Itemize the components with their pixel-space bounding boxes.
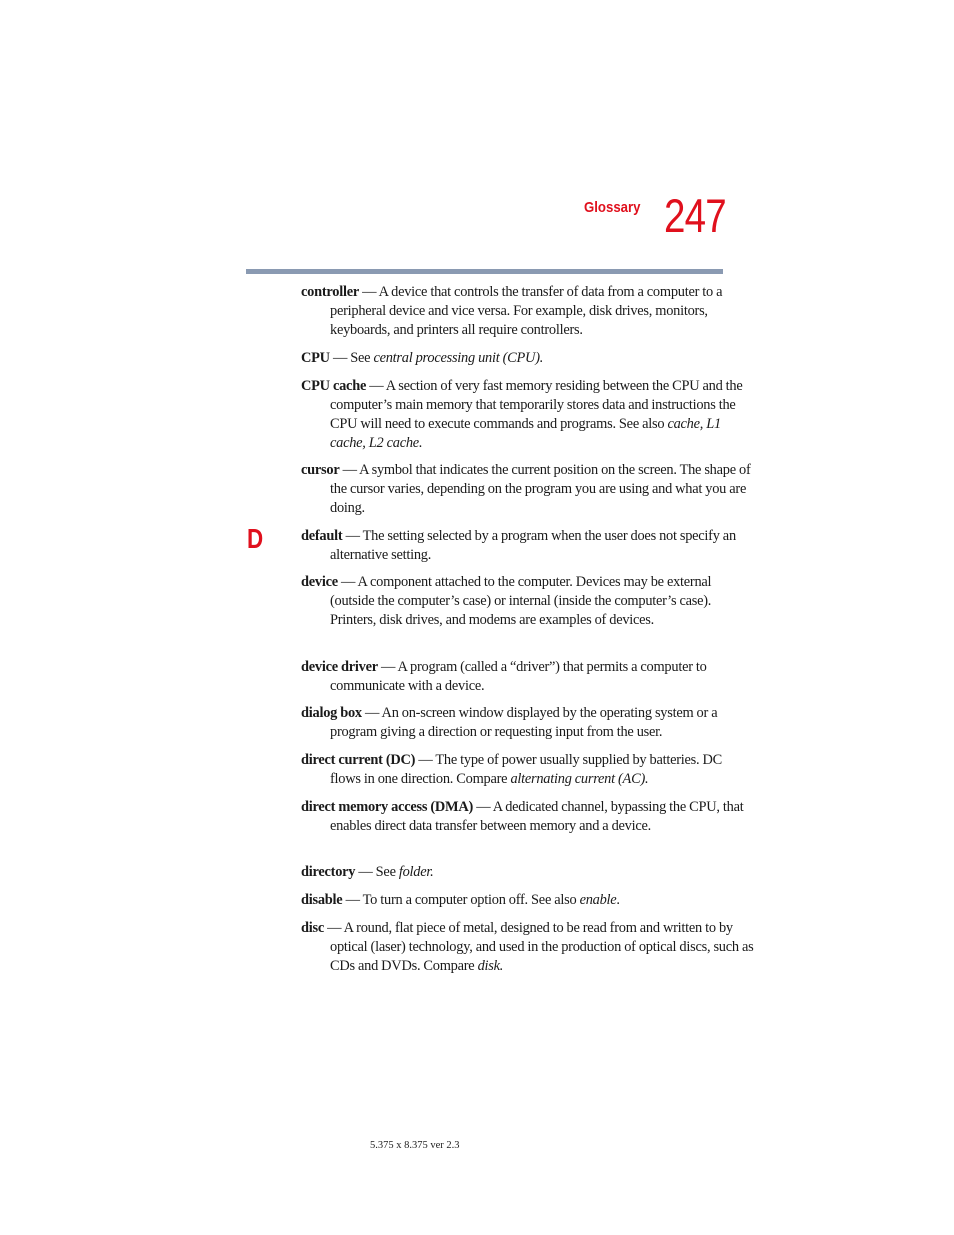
header-divider (246, 269, 723, 274)
entry-separator: — (329, 350, 351, 366)
glossary-entry (301, 377, 754, 453)
print-spec-footer: 5.375 x 8.375 ver 2.3 (370, 1140, 460, 1151)
entry-definition: To turn a computer option off. See also (362, 892, 580, 908)
entry-term: direct memory access (DMA) (301, 799, 474, 815)
section-title: Glossary (584, 199, 641, 216)
entry-separator: — (358, 284, 379, 300)
entry-tail: . (616, 892, 620, 908)
glossary-entry (301, 798, 754, 836)
entry-definition: A device that controls the transfer of data from a computer to a peripheral device and vice versa. For example, disk drives, monitors, keyboards, and printers all require controllers. (330, 284, 723, 338)
entry-term: cursor (301, 462, 340, 478)
entry-cross-reference: enable (579, 892, 617, 908)
entry-term: device driver (301, 659, 378, 675)
entry-term: directory (301, 864, 356, 880)
glossary-entry (301, 891, 754, 910)
glossary-entry (301, 919, 754, 976)
entry-term: CPU cache (301, 378, 367, 394)
entry-definition: The type of power usually supplied by batteries. DC flows in one direction. Compare (330, 752, 722, 787)
entry-separator: — (415, 752, 436, 768)
glossary-entry (301, 461, 754, 518)
entry-definition: A program (called a “driver”) that permits a computer to communicate with a device. (330, 659, 707, 694)
entry-separator: — (324, 920, 344, 936)
entry-separator: — (366, 378, 386, 394)
glossary-entry (301, 573, 754, 630)
entry-separator: — (355, 864, 376, 880)
entry-separator: — (342, 528, 363, 544)
entry-cross-reference: cache, L1 cache, L2 cache. (330, 416, 721, 451)
glossary-entry (301, 527, 754, 565)
entry-definition: The setting selected by a program when the user does not specify an alternative setting. (330, 528, 736, 563)
glossary-entry (301, 658, 754, 696)
entry-definition: A dedicated channel, bypassing the CPU, that enables direct data transfer between memory and a device. (330, 799, 744, 834)
entry-separator: — (473, 799, 493, 815)
entry-cross-reference: folder. (398, 864, 434, 880)
glossary-entry (301, 349, 754, 368)
entry-separator: — (339, 462, 360, 478)
entry-definition: A symbol that indicates the current position on the screen. The shape of the cursor varies, depending on the program you are using and what you are doing. (330, 462, 751, 516)
entry-definition: A component attached to the computer. Devices may be external (outside the computer’s case) or internal (inside the computer’s case). Printers, disk drives, and modems are examples of devices. (330, 574, 712, 628)
entry-cross-reference: alternating current (AC). (510, 771, 649, 787)
glossary-entry (301, 283, 754, 340)
entry-cross-reference: disk. (477, 958, 504, 974)
entry-definition: A section of very fast memory residing between the CPU and the computer’s main memory that temporarily stores data and instructions the CPU will need to execute commands and programs. See also (330, 378, 743, 432)
entry-term: default (301, 528, 343, 544)
entry-separator: — (377, 659, 398, 675)
entry-term: disc (301, 920, 324, 936)
entry-term: controller (301, 284, 359, 300)
glossary-entry (301, 751, 754, 789)
entry-term: disable (301, 892, 343, 908)
entry-term: direct current (DC) (301, 752, 416, 768)
entry-separator: — (337, 574, 358, 590)
section-letter-marker: D (247, 523, 264, 554)
entry-separator: — (361, 705, 382, 721)
glossary-entry (301, 704, 754, 742)
entry-cross-reference: central processing unit (CPU). (373, 350, 544, 366)
entry-definition: See (350, 350, 374, 366)
entry-definition: An on-screen window displayed by the operating system or a program giving a direction or requesting input from the user. (330, 705, 718, 740)
entry-term: CPU (301, 350, 330, 366)
entry-term: device (301, 574, 338, 590)
page-number: 247 (664, 189, 726, 242)
glossary-entry (301, 863, 754, 882)
entry-separator: — (342, 892, 363, 908)
entry-term: dialog box (301, 705, 362, 721)
entry-definition: See (375, 864, 399, 880)
entry-definition: A round, flat piece of metal, designed to be read from and written to by optical (laser) technology, and used in the production of optical discs, such as CDs and DVDs. Compare (330, 920, 754, 974)
